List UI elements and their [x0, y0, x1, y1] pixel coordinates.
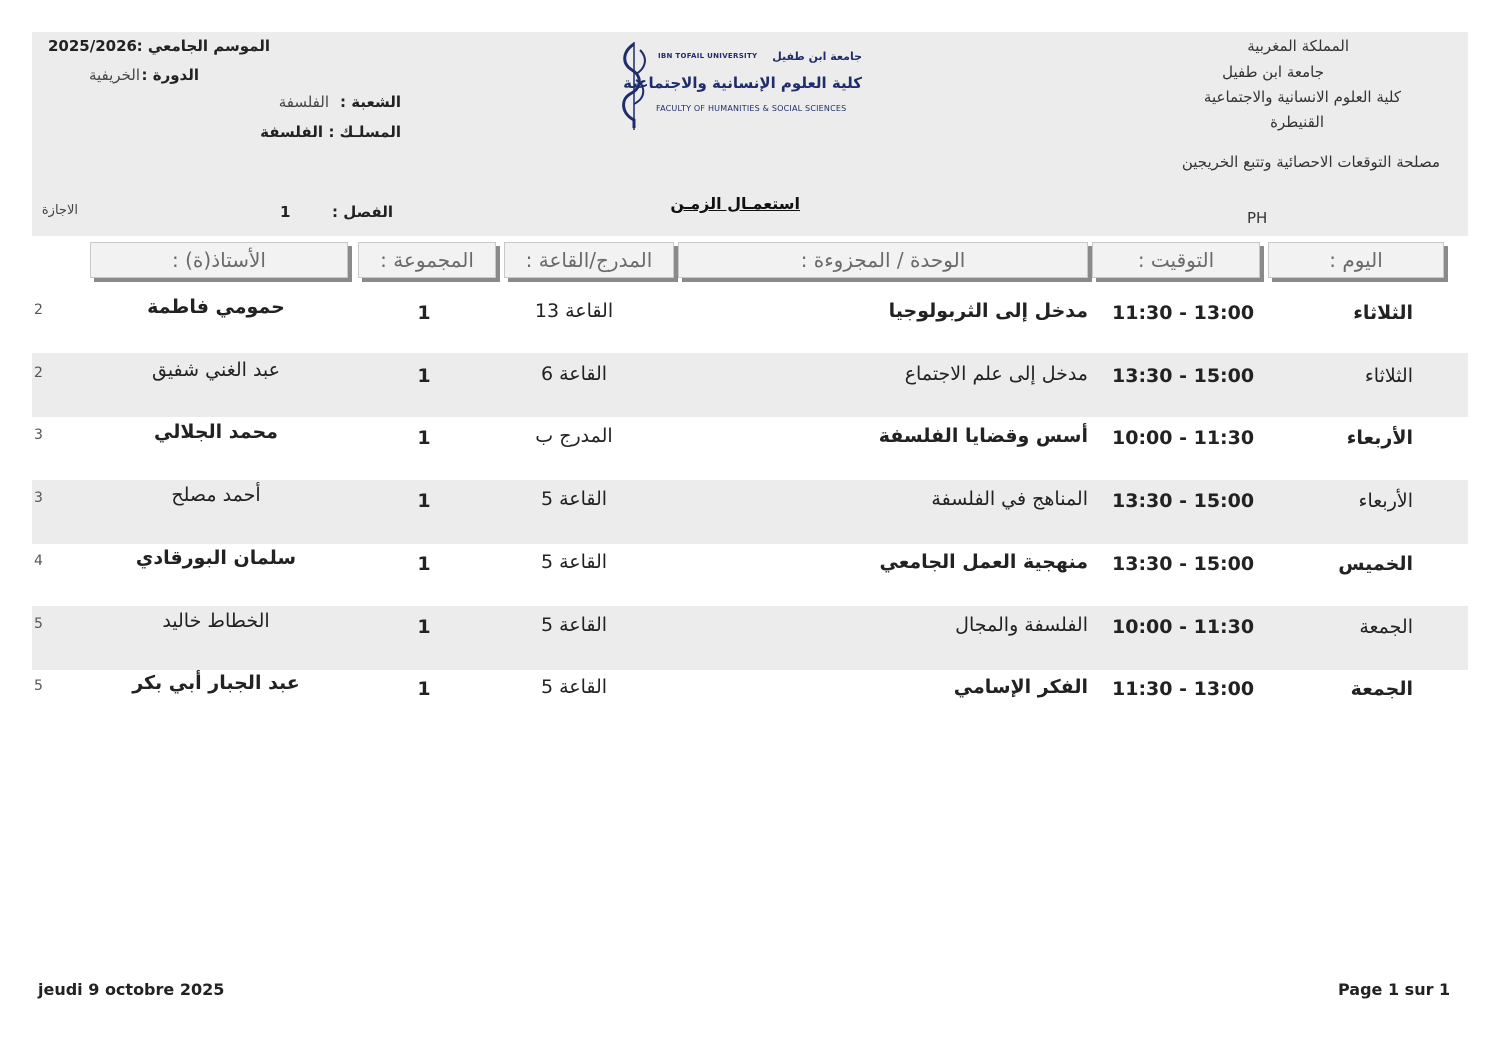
cell-edge-mark: 2 — [34, 302, 43, 318]
logo-university-en: IBN TOFAIL UNIVERSITY — [658, 52, 758, 60]
cell-professor: الخطاط خاليد — [162, 610, 270, 632]
session-label: الدورة : — [141, 66, 199, 84]
cell-room: القاعة 6 — [540, 363, 608, 385]
cell-room: القاعة 5 — [540, 614, 608, 636]
cell-day: الخميس — [1338, 553, 1413, 575]
institution-faculty: كلية العلوم الانسانية والاجتماعية — [1203, 88, 1401, 106]
institution-service: مصلحة التوقعات الاحصائية وتتبع الخريجين — [1181, 153, 1440, 171]
cell-day: الثلاثاء — [1364, 365, 1413, 387]
cell-group: 1 — [417, 302, 431, 324]
table-row — [32, 543, 1468, 607]
cell-day: الأربعاء — [1358, 490, 1413, 512]
table-row — [32, 606, 1468, 670]
column-header-group: المجموعة : — [358, 242, 496, 278]
cell-group: 1 — [417, 553, 431, 575]
column-header-module: الوحدة / المجزوءة : — [678, 242, 1088, 278]
cell-room: القاعة 5 — [540, 676, 608, 698]
table-row — [32, 353, 1468, 417]
cell-edge-mark: 5 — [34, 678, 43, 694]
cell-edge-mark: 2 — [34, 365, 43, 381]
degree-label: الاجازة — [41, 203, 78, 218]
cell-module: منهجية العمل الجامعي — [879, 551, 1088, 573]
footer-page-number: Page 1 sur 1 — [1338, 980, 1451, 999]
cell-group: 1 — [417, 427, 431, 449]
semester-label: الفصل : — [332, 203, 393, 221]
column-header-room: المدرج/القاعة : — [504, 242, 674, 278]
university-logo — [612, 40, 864, 132]
cell-professor: عبد الجبار أبي بكر — [132, 672, 300, 694]
cell-day: الثلاثاء — [1353, 302, 1413, 324]
branch-label: الشعبة : — [340, 93, 401, 111]
semester-value: 1 — [280, 203, 291, 221]
cell-time: 11:30 - 13:00 — [1112, 678, 1255, 700]
cell-module: مدخل إلى الثربولوجيا — [888, 300, 1088, 322]
institution-university: جامعة ابن طفيل — [1222, 63, 1324, 81]
cell-module: المناهج في الفلسفة — [931, 488, 1088, 510]
cell-day: الجمعة — [1350, 678, 1413, 700]
cell-professor: سلمان البورقادي — [135, 547, 297, 569]
cell-time: 10:00 - 11:30 — [1112, 616, 1255, 638]
session-value: الخريفية — [88, 66, 140, 84]
cell-group: 1 — [417, 365, 431, 387]
cell-module: الفكر الإسامي — [953, 676, 1088, 698]
cell-edge-mark: 5 — [34, 616, 43, 632]
branch-value: الفلسفة — [278, 93, 329, 111]
season-label: الموسم الجامعي : — [136, 37, 270, 55]
cell-professor: حمومي فاطمة — [147, 296, 285, 318]
cell-time: 13:30 - 15:00 — [1112, 490, 1255, 512]
logo-faculty-en: FACULTY OF HUMANITIES & SOCIAL SCIENCES — [656, 104, 847, 113]
cell-group: 1 — [417, 490, 431, 512]
page-title: استعمـال الزمـن — [670, 194, 800, 213]
season-value: 2025/2026 — [48, 37, 137, 55]
cell-time: 13:30 - 15:00 — [1112, 365, 1255, 387]
cell-day: الجمعة — [1359, 616, 1413, 638]
cell-time: 11:30 - 13:00 — [1112, 302, 1255, 324]
table-row — [32, 670, 1468, 734]
cell-room: القاعة 5 — [540, 488, 608, 510]
table-row — [32, 417, 1468, 481]
cell-module: مدخل إلى علم الاجتماع — [904, 363, 1088, 385]
cell-module: أسس وقضايا الفلسفة — [878, 425, 1088, 447]
footer-date: jeudi 9 octobre 2025 — [38, 980, 225, 999]
cell-day: الأربعاء — [1346, 427, 1413, 449]
cell-group: 1 — [417, 678, 431, 700]
column-header-professor: الأستاذ(ة) : — [90, 242, 348, 278]
institution-kingdom: المملكة المغربية — [1247, 37, 1349, 55]
cell-room: المدرج ب — [535, 425, 613, 447]
cell-room: القاعة 13 — [534, 300, 614, 322]
cell-room: القاعة 5 — [540, 551, 608, 573]
table-row — [32, 480, 1468, 544]
cell-professor: أحمد مصلح — [171, 484, 261, 506]
cell-edge-mark: 3 — [34, 490, 43, 506]
cell-edge-mark: 4 — [34, 553, 43, 569]
cell-time: 10:00 - 11:30 — [1112, 427, 1255, 449]
track-label: المسلـك : — [328, 123, 401, 141]
table-row — [32, 290, 1468, 354]
cell-professor: عبد الغني شفيق — [151, 359, 281, 381]
cell-edge-mark: 3 — [34, 427, 43, 443]
cell-group: 1 — [417, 616, 431, 638]
track-value: الفلسفة — [260, 123, 323, 141]
logo-faculty-ar: كلية العلوم الإنسانية والاجتماعية — [623, 74, 862, 92]
cell-module: الفلسفة والمجال — [955, 614, 1088, 636]
column-header-day: اليوم : — [1268, 242, 1444, 278]
cell-time: 13:30 - 15:00 — [1112, 553, 1255, 575]
column-header-time: التوقيت : — [1092, 242, 1260, 278]
cell-professor: محمد الجلالي — [154, 421, 278, 443]
logo-university-ar: جامعة ابن طفيل — [772, 50, 862, 63]
program-code: PH — [1247, 209, 1268, 227]
institution-city: القنيطرة — [1270, 113, 1324, 131]
